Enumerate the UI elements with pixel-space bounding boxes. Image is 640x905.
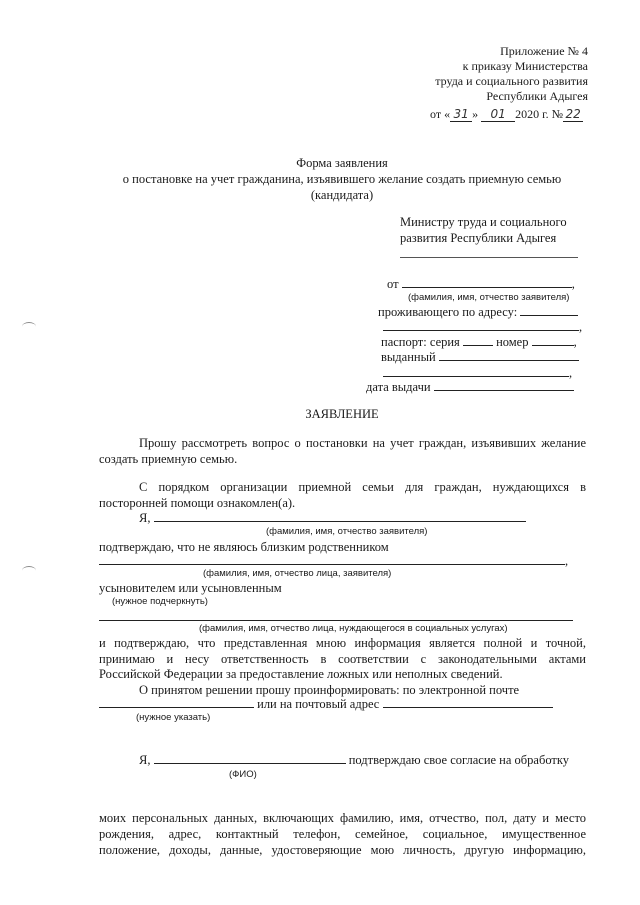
specify-hint: (нужное указать) (136, 712, 211, 723)
issue-date-label: дата выдачи (366, 380, 431, 394)
passport-row: паспорт: серия номер , (381, 335, 577, 349)
consent-row (139, 753, 569, 768)
order-number: 22 (563, 107, 583, 122)
passport-series-label: паспорт: серия (381, 335, 460, 349)
relative-name-field[interactable] (99, 554, 565, 565)
i-label: Я, (139, 511, 151, 525)
form-title-line: о постановке на учет гражданина, изъявившего желание создать приемную семью (122, 172, 562, 186)
needy-hint: (фамилия, имя, отчество лица, нуждающегося в социальных услугах) (199, 623, 508, 634)
addressee-line: Министру труда и социального (400, 215, 567, 229)
appendix-line: Республики Адыгея (486, 89, 588, 103)
from-label: от (387, 277, 399, 291)
issued-label: выданный (381, 350, 436, 364)
p1-line: создать приемную семью. (99, 452, 238, 466)
p3-line: и подтверждаю, что представленная мною информация является полной и точной, (99, 636, 586, 650)
passport-series-field[interactable] (463, 335, 493, 346)
underline-hint: (нужное подчеркнуть) (112, 596, 208, 607)
p4-line: моих персональных данных, включающих фамилию, имя, отчество, пол, дату и место (99, 811, 586, 825)
order-date-line (430, 107, 583, 122)
fio-hint: (ФИО) (229, 769, 257, 780)
adopter-text: усыновителем или усыновленным (99, 581, 282, 595)
addressee-line: развития Республики Адыгея (400, 231, 557, 245)
relative-hint: (фамилия, имя, отчество лица, заявителя) (203, 568, 392, 579)
order-year: 2020 г. № (515, 107, 564, 121)
passport-number-label: номер (496, 335, 529, 349)
relative-row: , (99, 554, 568, 569)
issued-row-2: , (383, 366, 572, 381)
scan-mark (22, 566, 36, 575)
appendix-line: труда и социального развития (435, 74, 588, 88)
applicant-name-field[interactable] (154, 511, 526, 522)
p4-line: рождения, адрес, контактный телефон, семейное, социальное, имущественное (99, 827, 586, 841)
inform-line: О принятом решении прошу проинформировать: по электронной почте (139, 683, 520, 697)
appendix-line: Приложение № 4 (500, 44, 588, 58)
issue-date-row (366, 380, 574, 395)
scan-mark (22, 322, 36, 331)
issue-date-field[interactable] (434, 380, 574, 391)
passport-number-field[interactable] (532, 335, 574, 346)
from-row: от , (387, 277, 575, 291)
applicant-row (139, 511, 526, 526)
needy-name-field[interactable] (99, 610, 573, 621)
residing-label: проживающего по адресу: (378, 305, 518, 319)
form-title-line: Форма заявления (296, 156, 388, 170)
email-field[interactable] (99, 697, 254, 708)
p1-line: Прошу рассмотреть вопрос о постановки на учет граждан, изъявивших желание (139, 436, 586, 450)
consent-text: подтверждаю свое согласие на обработку (348, 753, 570, 767)
residing-row (378, 305, 578, 320)
p3-line: принимаю и несу ответственность в соответствии с законодательными актами (99, 652, 586, 666)
fio-field[interactable] (154, 753, 346, 764)
statement-heading: ЗАЯВЛЕНИЕ (305, 407, 379, 421)
p4-line: положение, доходы, данные, удостоверяющие мою личность, другую информацию, (99, 843, 586, 857)
issued-row (381, 350, 579, 365)
postal-address-field[interactable] (383, 697, 553, 708)
i-label-2: Я, (139, 753, 151, 767)
or-postal-label: или на почтовый адрес (257, 697, 380, 711)
issued-field-2[interactable] (383, 366, 569, 377)
order-month: 01 (481, 107, 515, 122)
p2-line: посторонней помощи ознакомлен(а). (99, 496, 296, 510)
date-prefix: от « (430, 107, 451, 121)
order-day: 31 (450, 107, 472, 122)
signature-line (400, 247, 578, 258)
address-field[interactable] (520, 305, 578, 316)
from-field[interactable] (402, 277, 572, 288)
from-hint: (фамилия, имя, отчество заявителя) (408, 292, 570, 303)
address-field-2[interactable] (383, 320, 579, 331)
applicant-hint: (фамилия, имя, отчество заявителя) (266, 526, 428, 537)
form-title-line: (кандидата) (310, 188, 374, 202)
appendix-line: к приказу Министерства (462, 59, 588, 73)
issued-field[interactable] (439, 350, 579, 361)
not-relative-text: подтверждаю, что не являюсь близким родственником (99, 540, 389, 554)
p3-line: Российской Федерации за предоставление ложных или неполных сведений. (99, 667, 503, 681)
p2-line: С порядком организации приемной семьи для граждан, нуждающихся в (139, 480, 586, 494)
contact-row (99, 697, 553, 712)
address-row-2: , (383, 320, 582, 335)
date-mid: » (472, 107, 479, 121)
